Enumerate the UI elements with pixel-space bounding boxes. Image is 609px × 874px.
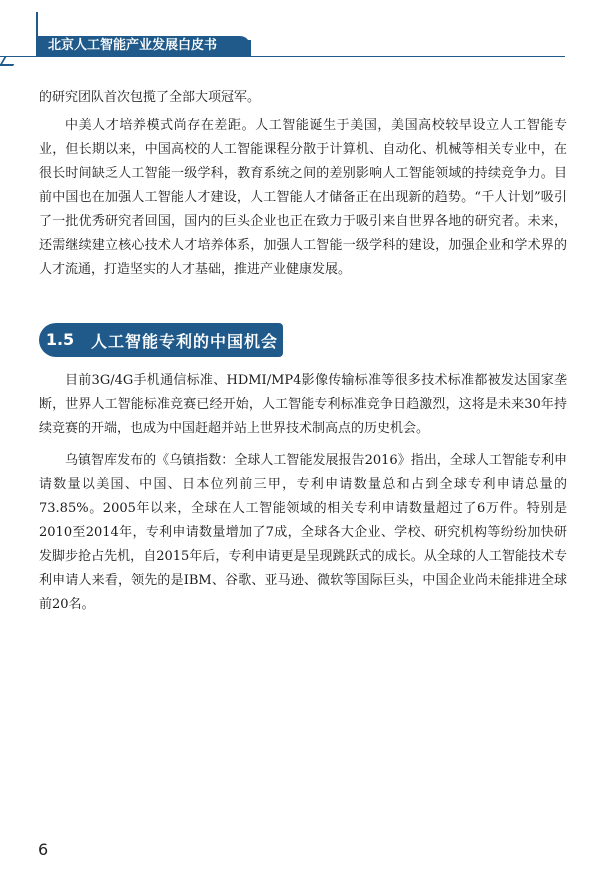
paragraph-continuation: 的研究团队首次包揽了全部大项冠军。 (39, 90, 261, 105)
paragraph-standards: 目前3G/4G手机通信标准、HDMI/MP4影像传输标准等很多技术标准都被发达国家垄断，世界人工智能标准竞赛已经开始，人工智能专利标准竞争日趋激烈，这将是未来30年持续竞赛的开端，也成为中国赶超并站上世界技术制高点的历史机会。 (39, 373, 567, 436)
section-title: 人工智能专利的中国机会 (91, 331, 279, 351)
header-title: 北京人工智能产业发展白皮书 (48, 38, 218, 53)
header-corner (0, 56, 19, 66)
header-title-band (38, 36, 250, 56)
paragraph-talent-gap: 中美人才培养模式尚存在差距。人工智能诞生于美国，美国高校较早设立人工智能专业，但长期以来，中国高校的人工智能课程分散于计算机、自动化、机械等相关专业中，在很长时间缺乏人工智能一级学科，教育系统之间的差别影响人工智能领域的持续竞争力。目前中国也在加强人工智能人才建设，人工智能人才储备正在出现新的趋势。“千人计划”吸引了一批优秀研究者回国，国内的巨头企业也正在致力于吸引来自世界各地的研究者。未来，还需继续建立核心技术人才培养体系，加强人工智能一级学科的建设，加强企业和学术界的人才流通，打造坚实的人才基础，推进产业健康发展。 (39, 118, 567, 277)
section-number: 1.5 (45, 330, 75, 349)
header-rule (0, 56, 565, 57)
section-heading (39, 323, 283, 357)
header-mark (244, 40, 251, 56)
page-number: 6 (38, 840, 49, 859)
paragraph-patent-stats: 乌镇智库发布的《乌镇指数：全球人工智能发展报告2016》指出，全球人工智能专利申请数量以美国、中国、日本位列前三甲，专利申请数量总和占到全球专利申请总量的73.85%。2005年以来，全球在人工智能领域的相关专利申请数量超过了6万件。特别是2010至2014年，专利申请数量增加了7成，全球各大企业、学校、研究机构等纷纷加快研发脚步抢占先机，自2015年后，专利申请更是呈现跳跃式的成长。从全球的人工智能技术专利申请人来看，领先的是IBM、谷歌、亚马逊、微软等国际巨头，中国企业尚未能排进全球前20名。 (39, 453, 567, 612)
